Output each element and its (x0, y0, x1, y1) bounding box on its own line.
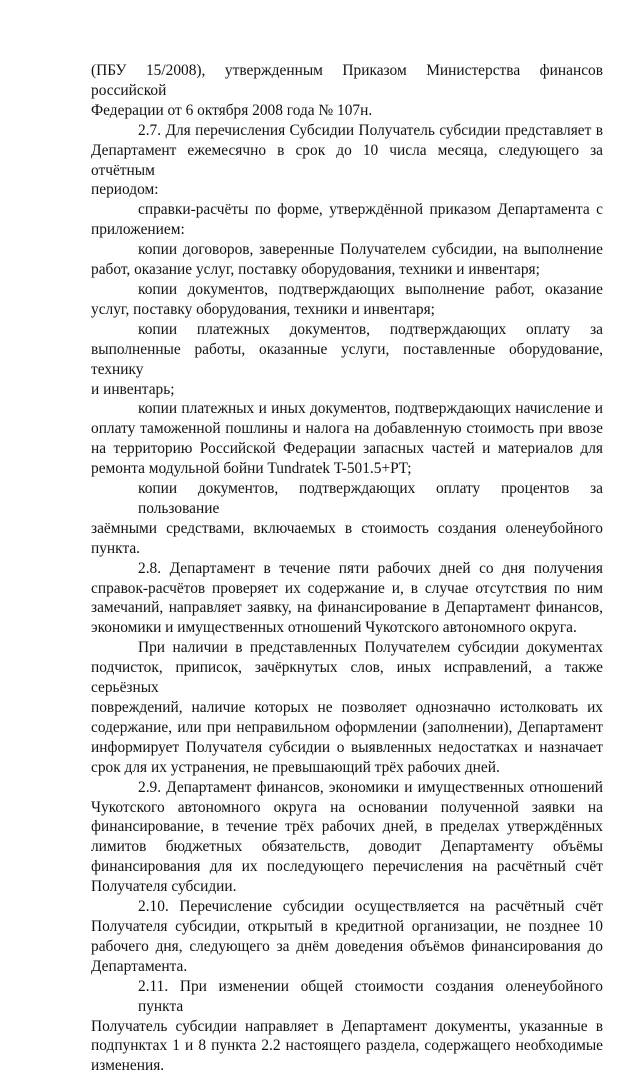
text-line: 2.8. Департамент в течение пяти рабочих дней со дня получения (138, 559, 603, 577)
paragraph-2-8 (91, 559, 603, 639)
text-line: справок-расчётов проверяет их содержание и, в случае отсутствия по ним (91, 579, 603, 597)
text-line: периодом: (91, 181, 159, 199)
text-line: услуг, поставку оборудования, техники и инвентаря; (91, 300, 435, 318)
text-line: финансирования для их последующего перечисления на расчётный счёт (91, 858, 603, 876)
text-line: подпунктах 1 и 8 пункта 2.2 настоящего раздела, содержащего необходимые (91, 1037, 603, 1055)
text-line: Федерации от 6 октября 2008 года № 107н. (91, 101, 373, 119)
text-line: Департамента. (91, 957, 188, 975)
text-line: срок для их устранения, не превышающий трёх рабочих дней. (91, 758, 500, 776)
text-line: информирует Получателя субсидии о выявленных недостатках и назначает (91, 738, 603, 756)
text-line: 2.7. Для перечисления Субсидии Получатель субсидии представляет в (138, 121, 603, 139)
paragraph-2-10 (91, 897, 603, 977)
text-line: (ПБУ 15/2008), утвержденным Приказом Министерства финансов российской (91, 62, 603, 99)
text-line: Получателя субсидии, открытый в кредитной организации, не позднее 10 (91, 917, 603, 935)
paragraph-2-7 (91, 121, 603, 201)
text-line: справки-расчёты по форме, утверждённой приказом Департамента с (138, 201, 603, 219)
text-line: лимитов бюджетных обязательств, доводит Департаменту объёмы (91, 838, 603, 856)
paragraph-2-9 (91, 778, 603, 897)
text-line: копии платежных документов, подтверждающих оплату за (138, 320, 603, 338)
text-line: экономики и имущественных отношений Чукотского автономного округа. (91, 619, 577, 637)
text-line: Чукотского автономного округа на основании полученной заявки на (91, 798, 603, 816)
paragraph-kopii-nachislenie (91, 399, 603, 479)
text-line: Получателя субсидии. (91, 878, 237, 896)
text-line: Департамент ежемесячно в срок до 10 числа месяца, следующего за отчётным (91, 141, 603, 179)
paragraph-nalichie (91, 638, 603, 777)
text-line: подчисток, приписок, зачёркнутых слов, иных исправлений, а также серьёзных (91, 659, 603, 697)
paragraph-intro (91, 61, 603, 121)
text-line: пункта. (91, 539, 141, 557)
text-line: 2.10. Перечисление субсидии осуществляется на расчётный счёт (138, 898, 603, 916)
text-line: повреждений, наличие которых не позволяет однозначно истолковать их (91, 699, 603, 716)
text-line: ремонта модульной бойни Tundratek T-501.5+PT; (91, 460, 412, 478)
text-line: копии документов, подтверждающих оплату процентов за пользование (138, 480, 603, 517)
text-line: копии договоров, заверенные Получателем субсидии, на выполнение (138, 241, 603, 259)
text-line: содержание, или при неправильном оформлении (заполнении), Департамент (91, 718, 603, 736)
paragraph-kopii-procenty (91, 479, 603, 559)
text-line: Получатель субсидии направляет в Департамент документы, указанные в (91, 1017, 603, 1035)
text-line: 2.11. При изменении общей стоимости создания оленеубойного пункта (138, 977, 603, 1015)
text-line: финансирование, в течение трёх рабочих дней, в пределах утверждённых (91, 818, 603, 836)
paragraph-kopii-dogovorov (91, 240, 603, 280)
text-line: приложением: (91, 221, 185, 239)
document-body (91, 61, 603, 1076)
text-line: изменения. (91, 1057, 165, 1075)
paragraph-kopii-platezhnyh (91, 320, 603, 400)
text-line: копии платежных и иных документов, подтверждающих начисление и (138, 400, 603, 418)
text-line: замечаний, направляет заявку, на финансирование в Департамент финансов, (91, 599, 603, 617)
text-line: рабочего дня, следующего за днём доведения объёмов финансирования до (91, 937, 603, 955)
text-line: и инвентарь; (91, 380, 175, 398)
text-line: При наличии в представленных Получателем субсидии документах (138, 639, 603, 657)
paragraph-spravki (91, 200, 603, 240)
text-line: работ, оказание услуг, поставку оборудования, техники и инвентаря; (91, 261, 540, 279)
text-line: 2.9. Департамент финансов, экономики и имущественных отношений (138, 778, 603, 796)
text-line: на территорию Российской Федерации запасных частей и материалов для (91, 440, 603, 458)
paragraph-kopii-dokumentov (91, 280, 603, 320)
text-line: оплату таможенной пошлины и налога на добавленную стоимость при ввозе (91, 420, 603, 438)
paragraph-2-11 (91, 977, 603, 1076)
text-line: выполненные работы, оказанные услуги, поставленные оборудование, технику (91, 340, 603, 378)
text-line: копии документов, подтверждающих выполнение работ, оказание (138, 280, 603, 298)
text-line: заёмными средствами, включаемых в стоимость создания оленеубойного (91, 519, 603, 537)
